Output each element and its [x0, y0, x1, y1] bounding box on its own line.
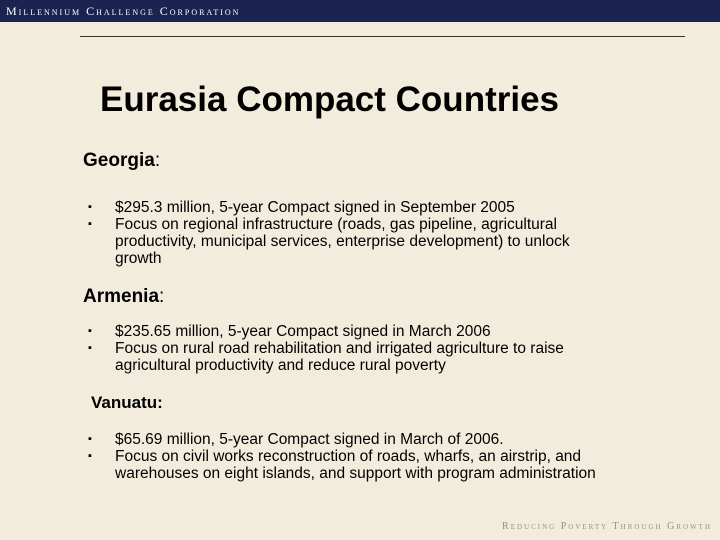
- bullet-line: $235.65 million, 5-year Compact signed in March 2006: [115, 323, 491, 340]
- bullet-list-armenia: [88, 323, 564, 374]
- bullet-list-vanuatu: [88, 431, 596, 482]
- bullet-item: [88, 431, 596, 448]
- bullet-square-icon: ▪: [88, 433, 92, 445]
- bullet-line: growth: [115, 250, 162, 267]
- section-heading-georgia: [83, 150, 160, 172]
- bullet-line: agricultural productivity and reduce rural poverty: [115, 357, 446, 374]
- bullet-list-georgia: [88, 199, 570, 267]
- section-colon: :: [154, 150, 161, 171]
- org-name: Millennium Challenge Corporation: [6, 4, 241, 18]
- bullet-square-icon: ▪: [88, 342, 92, 354]
- bullet-item: [88, 340, 564, 374]
- bullet-line: Focus on rural road rehabilitation and irrigated agriculture to raise: [115, 340, 564, 357]
- bullet-line: Focus on civil works reconstruction of roads, wharfs, an airstrip, and: [115, 448, 582, 465]
- bullet-line: warehouses on eight islands, and support with program administration: [115, 465, 596, 482]
- section-heading-armenia: [83, 286, 164, 308]
- section-name: Armenia: [83, 286, 160, 307]
- bullet-square-icon: ▪: [88, 450, 92, 462]
- bullet-line: $65.69 million, 5-year Compact signed in March of 2006.: [115, 431, 504, 448]
- bullet-line: $295.3 million, 5-year Compact signed in September 2005: [115, 199, 515, 216]
- section-name: Vanuatu:: [91, 393, 163, 412]
- bullet-line: productivity, municipal services, enterprise development) to unlock: [115, 233, 570, 250]
- section-name: Georgia: [83, 150, 155, 171]
- bullet-line: Focus on regional infrastructure (roads, gas pipeline, agricultural: [115, 216, 557, 233]
- bullet-item: [88, 323, 564, 340]
- footer-tagline: Reducing Poverty Through Growth: [502, 521, 712, 532]
- header-band: [0, 0, 720, 22]
- bullet-item: [88, 199, 570, 216]
- bullet-item: [88, 448, 596, 482]
- bullet-square-icon: ▪: [88, 325, 92, 337]
- bullet-square-icon: ▪: [88, 218, 92, 230]
- header-rule: [80, 36, 685, 37]
- section-heading-vanuatu: [91, 393, 163, 413]
- bullet-item: [88, 216, 570, 267]
- section-colon: :: [159, 286, 165, 307]
- bullet-square-icon: ▪: [88, 201, 92, 213]
- slide-title: Eurasia Compact Countries: [100, 80, 559, 119]
